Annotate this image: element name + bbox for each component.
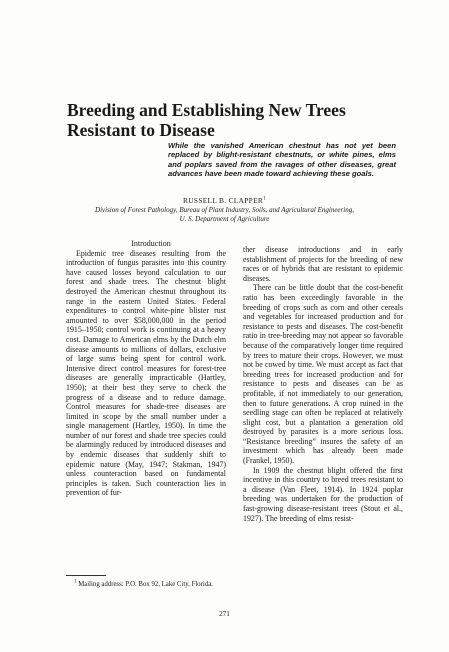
right-column — [243, 245, 403, 523]
page-number: 271 — [219, 610, 230, 618]
author-footnote-mark: 1 — [263, 196, 266, 202]
section-heading: Introduction — [131, 239, 171, 248]
body-paragraph: There can be little doubt that the cost-benefit ratio has been exceedingly favorable in the breeding of crops such as corn and other cereals and vegetables for increased production and for resistance to pests and diseases. The cost-benefit ratio in tree-breeding may not appear so favorable because of the comparatively longer time required by trees to mature their crops. However, we must not be cowed by time. We must accept as fact that breeding trees for increased production and for resistance to pests and diseases can be as profitable, if not immediately to our generation, then to future generations. A crop ruined in the seedling stage can often be replaced at relatively slight cost, but a plantation a generation old destroyed by parasites is a more serious loss. “Resistance breeding” insures the safety of an investment which has already been made (Frankel, 1950). — [243, 283, 403, 466]
affiliation-line-2: U. S. Department of Agriculture — [179, 214, 270, 223]
body-paragraph: ther disease introductions and in early establishment of projects for the breeding of new races or of hybrids that are resistant to epidemic diseases. — [243, 245, 403, 283]
footnote — [66, 581, 226, 589]
footnote-divider — [66, 575, 106, 576]
affiliation-line-1: Division of Forest Pathology, Bureau of Plant Industry, Soils, and Agricultural Engineering, — [95, 206, 354, 214]
author-line — [0, 196, 449, 205]
author-affiliation — [0, 206, 449, 223]
footnote-text: Mailing address: P.O. Box 92, Lake City, Florida. — [78, 581, 213, 588]
left-column — [66, 239, 226, 498]
article-abstract: While the vanished American chestnut has not yet been replaced by blight-resistant chestnuts, or white pines, elms and poplars saved from the ravages of other diseases, great advances have been made toward achieving these goals. — [168, 141, 396, 178]
body-paragraph: Epidemic tree diseases resulting from the introduction of fungus parasites into this country have caused losses beyond calculation to our forest and shade trees. The chestnut blight destroyed the American chestnut throughout its range in the eastern United States. Federal expenditures to control white-pine blister rust amounted to over $58,000,000 in the period 1915–1950; control work is continuing at a heavy cost. Damage to American elms by the Dutch elm disease amounts to millions of dollars, exclusive of large sums being spent for control work. Intensive direct control measures for forest-tree diseases are generally impracticable (Hartley, 1950); at their best they serve to check the progress of a disease and to reduce damage. Control measures for shade-tree diseases are limited in scope by the small number under a single management (Hartley, 1950). In time the number of our forest and shade tree species could be alarmingly reduced by introduced diseases and by endemic diseases that suddenly shift to epidemic nature (May, 1947; Stakman, 1947) unless counteraction based on fundamental principles is taken. Such counteraction lies in prevention of fur- — [66, 248, 226, 498]
body-paragraph: In 1909 the chestnut blight offered the first incentive in this country to breed trees resistant to a disease (Van Fleet, 1914). In 1924 poplar breeding was undertaken for the production of fast-growing disease-resistant trees (Stout et al., 1927). The breeding of elms resist- — [243, 465, 403, 523]
author-name: RUSSELL B. CLAPPER — [183, 196, 264, 205]
footnote-mark: 1 — [74, 579, 77, 585]
article-title: Breeding and Establishing New Trees Resistant to Disease — [67, 100, 346, 140]
